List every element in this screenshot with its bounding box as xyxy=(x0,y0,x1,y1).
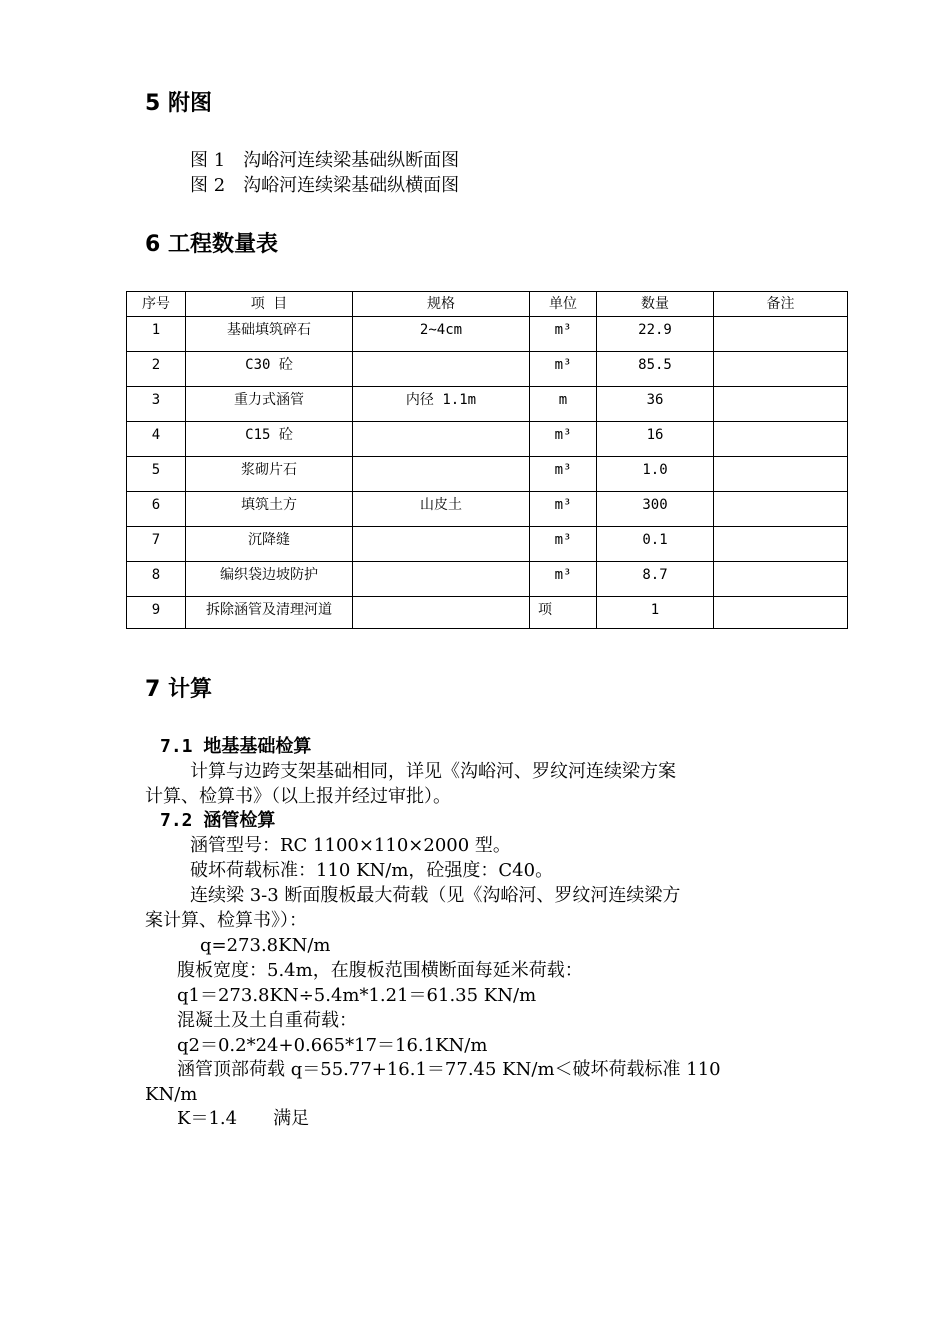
section6-title: 6 工程数量表 xyxy=(145,232,278,257)
cell-unit: m³ xyxy=(530,352,597,387)
quantity-table xyxy=(126,291,848,629)
cell-remarks xyxy=(714,352,848,387)
cell-index: 6 xyxy=(127,492,186,527)
cell-remarks xyxy=(714,597,848,629)
table-row xyxy=(127,422,848,457)
table-row xyxy=(127,457,848,492)
cell-spec xyxy=(353,422,530,457)
cell-spec xyxy=(353,457,530,492)
table-row xyxy=(127,597,848,629)
header-spec: 规格 xyxy=(353,292,530,317)
paragraph-line: 计算、检算书》（以上报并经过审批）。 xyxy=(145,786,451,807)
cell-unit: m³ xyxy=(530,317,597,352)
paragraph-line: q1＝273.8KN÷5.4m*1.21＝61.35 KN/m xyxy=(177,985,537,1006)
paragraph-line: 涵管顶部荷载 q＝55.77+16.1＝77.45 KN/m＜破坏荷载标准 110 xyxy=(177,1059,721,1080)
header-item: 项 目 xyxy=(186,292,353,317)
cell-item: 沉降缝 xyxy=(186,527,353,562)
cell-item: 基础填筑碎石 xyxy=(186,317,353,352)
paragraph-line: 案计算、检算书》）： xyxy=(145,910,307,931)
section7-title: 7 计算 xyxy=(145,677,212,702)
subsection-7-1-title: 7.1 地基基础检算 xyxy=(160,736,312,757)
cell-item: 拆除涵管及清理河道 xyxy=(186,597,353,629)
cell-unit: m xyxy=(530,387,597,422)
cell-quantity: 36 xyxy=(597,387,714,422)
paragraph-line: 破坏荷载标准：110 KN/m，砼强度：C40。 xyxy=(190,860,554,881)
table-row xyxy=(127,317,848,352)
subsection-7-2-title: 7.2 涵管检算 xyxy=(160,810,276,831)
cell-quantity: 22.9 xyxy=(597,317,714,352)
cell-remarks xyxy=(714,422,848,457)
cell-quantity: 1 xyxy=(597,597,714,629)
header-remarks: 备注 xyxy=(714,292,848,317)
cell-unit: m³ xyxy=(530,527,597,562)
paragraph-line: q=273.8KN/m xyxy=(200,935,331,956)
cell-spec: 山皮土 xyxy=(353,492,530,527)
header-index: 序号 xyxy=(127,292,186,317)
table-row xyxy=(127,527,848,562)
cell-index: 2 xyxy=(127,352,186,387)
cell-remarks xyxy=(714,457,848,492)
figure-caption-1: 图 1 沟峪河连续梁基础纵断面图 xyxy=(190,150,460,171)
figure-caption-2: 图 2 沟峪河连续梁基础纵横面图 xyxy=(190,175,460,196)
cell-item: 重力式涵管 xyxy=(186,387,353,422)
paragraph-line: 计算与边跨支架基础相同，详见《沟峪河、罗纹河连续梁方案 xyxy=(190,761,676,782)
table-row xyxy=(127,352,848,387)
cell-unit: m³ xyxy=(530,492,597,527)
table-row xyxy=(127,562,848,597)
cell-item: 填筑土方 xyxy=(186,492,353,527)
cell-remarks xyxy=(714,387,848,422)
cell-spec: 内径 1.1m xyxy=(353,387,530,422)
cell-quantity: 16 xyxy=(597,422,714,457)
header-quantity: 数量 xyxy=(597,292,714,317)
cell-quantity: 8.7 xyxy=(597,562,714,597)
table-row xyxy=(127,492,848,527)
cell-index: 9 xyxy=(127,597,186,629)
cell-spec xyxy=(353,527,530,562)
cell-spec xyxy=(353,352,530,387)
cell-unit: m³ xyxy=(530,457,597,492)
cell-unit: m³ xyxy=(530,562,597,597)
table-header-row xyxy=(127,292,848,317)
cell-remarks xyxy=(714,317,848,352)
cell-quantity: 1.0 xyxy=(597,457,714,492)
cell-remarks xyxy=(714,492,848,527)
paragraph-line: 腹板宽度：5.4m，在腹板范围横断面每延米荷载： xyxy=(177,960,583,981)
cell-index: 1 xyxy=(127,317,186,352)
cell-item: 编织袋边坡防护 xyxy=(186,562,353,597)
paragraph-line: 连续梁 3-3 断面腹板最大荷载（见《沟峪河、罗纹河连续梁方 xyxy=(190,885,681,906)
cell-remarks xyxy=(714,562,848,597)
cell-unit: m³ xyxy=(530,422,597,457)
cell-index: 4 xyxy=(127,422,186,457)
cell-quantity: 300 xyxy=(597,492,714,527)
cell-unit: 项 xyxy=(530,597,597,629)
cell-remarks xyxy=(714,527,848,562)
cell-item: 浆砌片石 xyxy=(186,457,353,492)
paragraph-line: 涵管型号：RC 1100×110×2000 型。 xyxy=(190,835,511,856)
cell-index: 7 xyxy=(127,527,186,562)
paragraph-line: KN/m xyxy=(145,1084,198,1105)
cell-index: 8 xyxy=(127,562,186,597)
section5-title: 5 附图 xyxy=(145,91,212,116)
paragraph-line: K＝1.4 满足 xyxy=(177,1108,310,1129)
cell-quantity: 85.5 xyxy=(597,352,714,387)
paragraph-line: q2＝0.2*24+0.665*17＝16.1KN/m xyxy=(177,1035,488,1056)
paragraph-line: 混凝土及土自重荷载： xyxy=(177,1010,357,1031)
cell-quantity: 0.1 xyxy=(597,527,714,562)
header-unit: 单位 xyxy=(530,292,597,317)
cell-index: 5 xyxy=(127,457,186,492)
cell-item: C30 砼 xyxy=(186,352,353,387)
cell-spec xyxy=(353,562,530,597)
cell-spec: 2~4cm xyxy=(353,317,530,352)
cell-index: 3 xyxy=(127,387,186,422)
table-row xyxy=(127,387,848,422)
cell-item: C15 砼 xyxy=(186,422,353,457)
cell-spec xyxy=(353,597,530,629)
